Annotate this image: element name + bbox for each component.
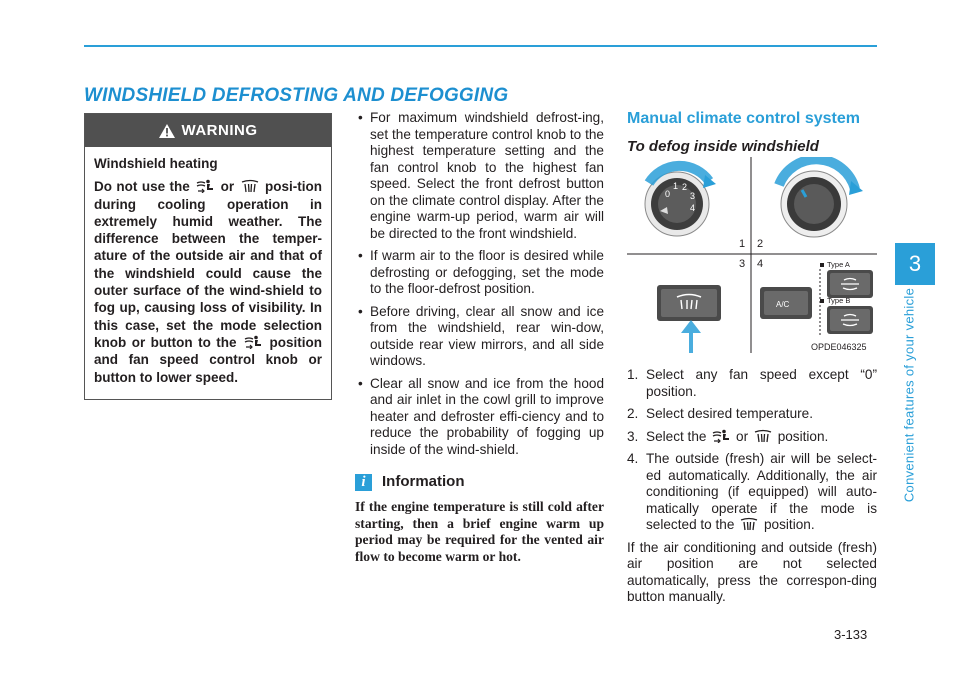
ac-label: A/C bbox=[776, 300, 790, 309]
type-b-button bbox=[827, 306, 873, 334]
chapter-title: Convenient features of your vehicle bbox=[901, 287, 917, 503]
type-a-label: Type A bbox=[827, 260, 850, 269]
type-b-label: Type B bbox=[827, 296, 851, 305]
figure-label: 2 bbox=[757, 238, 764, 250]
knob-mark: 0 bbox=[665, 189, 671, 199]
list-item: 1. Select any fan speed except “0” position. bbox=[627, 367, 877, 399]
information-header bbox=[355, 474, 604, 491]
list-item: • If warm air to the floor is desired while defrosting or defogging, set the mode to the floor-defrost position. bbox=[355, 248, 604, 298]
floor-defrost-icon bbox=[710, 429, 732, 443]
page-number: 3-133 bbox=[834, 627, 868, 642]
figure-label: 3 bbox=[739, 258, 746, 270]
figure-code: OPDE046325 bbox=[811, 342, 867, 352]
chapter-number: 3 bbox=[895, 243, 935, 285]
floor-defrost-icon bbox=[194, 179, 216, 193]
figure-label: 1 bbox=[739, 238, 746, 250]
defrost-icon bbox=[752, 429, 774, 443]
knob-mark: 2 bbox=[682, 182, 688, 192]
defrost-icon bbox=[738, 517, 760, 531]
knob-mark: 4 bbox=[690, 203, 696, 213]
list-item: 3. Select the or position. bbox=[627, 428, 829, 444]
floor-defrost-icon bbox=[242, 335, 264, 349]
climate-control-figure bbox=[627, 157, 877, 353]
knob-mark: 3 bbox=[690, 191, 696, 201]
defrost-button bbox=[657, 285, 721, 353]
information-icon: i bbox=[355, 474, 372, 491]
warning-body bbox=[85, 147, 331, 386]
list-item: • Before driving, clear all snow and ice from the windshield, rear win-dow, outside rear view mirrors, and all side windows. bbox=[355, 304, 604, 370]
defog-subtitle: To defog inside windshield bbox=[627, 138, 819, 155]
manual-climate-title: Manual climate control system bbox=[627, 110, 860, 127]
ac-button bbox=[760, 287, 812, 319]
defrost-icon bbox=[239, 179, 261, 193]
warning-text: Do not use the or posi-tion during cooling operation in extremely humid weather. The difference between the temper-ature of the outside air and that of the windshield could cause the outer surface of the wind-shield to fog up, causing loss of visibility. In this case, set the mode selection knob or button to the position and fan speed control knob or button to lower speed. bbox=[94, 179, 322, 385]
middle-column bbox=[355, 110, 604, 565]
defog-steps bbox=[627, 367, 877, 606]
closing-paragraph: If the air conditioning and outside (fresh) air position are not selected automatically, press the correspon-ding button manually. bbox=[627, 539, 877, 604]
list-item: • Clear all snow and ice from the hood and air inlet in the cowl grill to improve heater and defroster effi-ciency and to reduce the probability of fogging up inside of the wind-shield. bbox=[355, 376, 604, 459]
list-item: 4. The outside (fresh) air will be select-ed automatically. Additionally, the air conditioning (if equipped) will auto-matically operate if the mode is selected to the position. bbox=[627, 451, 877, 532]
warning-subtitle: Windshield heating bbox=[94, 156, 218, 171]
top-rule bbox=[84, 45, 877, 47]
fan-speed-knob bbox=[645, 166, 716, 236]
type-a-button bbox=[827, 270, 873, 298]
figure-label: 4 bbox=[757, 258, 764, 270]
warning-box bbox=[84, 113, 332, 400]
step-list bbox=[627, 367, 877, 534]
temperature-knob bbox=[779, 159, 863, 237]
right-column bbox=[627, 110, 877, 155]
warning-icon bbox=[159, 124, 175, 138]
information-title: Information bbox=[382, 473, 465, 491]
bullet-list bbox=[355, 110, 604, 458]
list-item: • For maximum windshield defrost-ing, set the temperature control knob to the highest temperature setting and the fan control knob to the highest fan speed. Select the front defrost button on the climate control display. After the engine warm-up period, warm air will be directed to the front windshield. bbox=[355, 110, 604, 242]
section-title: WINDSHIELD DEFROSTING AND DEFOGGING bbox=[84, 85, 509, 106]
information-body: If the engine temperature is still cold after starting, then a brief engine warm up period may be required for the vented air flow to become warm or hot. bbox=[355, 499, 604, 564]
list-item: 2. Select desired temperature. bbox=[627, 406, 813, 421]
knob-mark: 1 bbox=[673, 181, 679, 191]
warning-header bbox=[85, 114, 331, 147]
warning-label: WARNING bbox=[181, 122, 258, 139]
